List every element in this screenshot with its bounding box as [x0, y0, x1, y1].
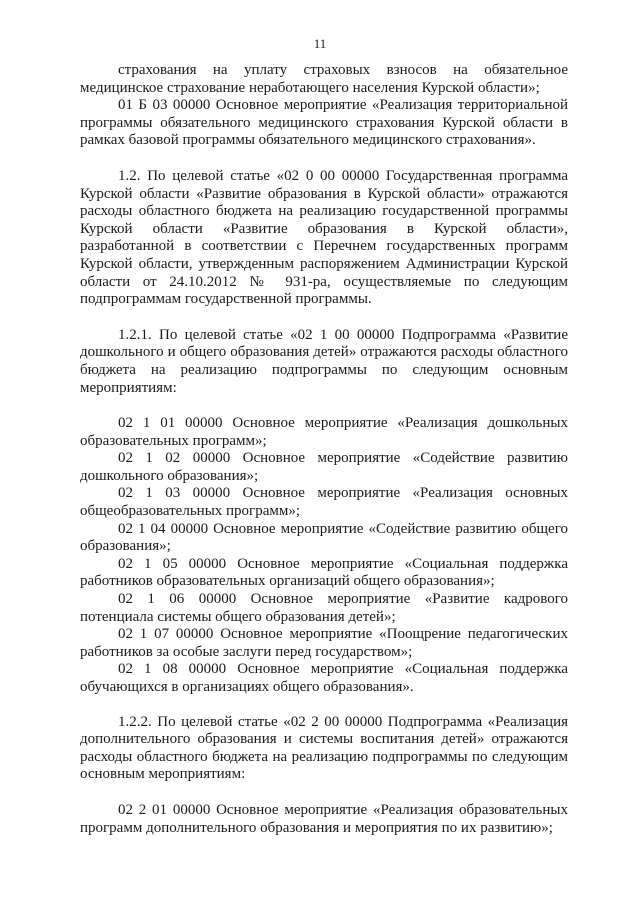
paragraph-01b03: 01 Б 03 00000 Основное мероприятие «Реализация территориальной программы обязательного медицинского страхования Курской области в рамках базовой программы обязательного медицинского страхования».: [80, 97, 568, 149]
paragraph-0210100000: 02 1 01 00000 Основное мероприятие «Реализация дошкольных образовательных программ»;: [80, 415, 568, 449]
paragraph-section-1-2-1: 1.2.1. По целевой статье «02 1 00 00000 Подпрограмма «Развитие дошкольного и общего образования детей» отражаются расходы областного бюджета на реализацию подпрограммы по следующим основным мероприятиям:: [80, 326, 568, 396]
paragraph-0210800000: 02 1 08 00000 Основное мероприятие «Социальная поддержка обучающихся в организациях общего образования».: [80, 661, 568, 695]
page-number: 11: [313, 36, 327, 51]
paragraph-section-1-2-2: 1.2.2. По целевой статье «02 2 00 00000 Подпрограмма «Реализация дополнительного образования и системы воспитания детей» отражаются расходы областного бюджета на реализацию подпрограммы по следующим основным мероприятиям:: [80, 713, 568, 783]
paragraph-0220100000: 02 2 01 00000 Основное мероприятие «Реализация образовательных программ дополнительного образования и мероприятия по их развитию»;: [80, 801, 568, 836]
paragraph-0210700000: 02 1 07 00000 Основное мероприятие «Поощрение педагогических работников за особые заслуги перед государством»;: [80, 626, 568, 660]
paragraph-0210600000: 02 1 06 00000 Основное мероприятие «Развитие кадрового потенциала системы общего образования детей»;: [80, 591, 568, 625]
paragraph-section-1-2: 1.2. По целевой статье «02 0 00 00000 Государственная программа Курской области «Развитие образования в Курской области» отражаются расходы областного бюджета на реализацию государственной программы Курской области «Развитие образования в Курской области», разработанной в соответствии с Перечнем государственных программ Курской области, утвержденным распоряжением Администрации Курской области от 24.10.2012 № 931-ра, осуществляемые по следующим подпрограммам государственной программы.: [80, 167, 568, 308]
paragraph-insurance-contributions: страхования на уплату страховых взносов на обязательное медицинское страхование неработающего населения Курской области»;: [80, 62, 568, 96]
document-body: [80, 62, 568, 837]
paragraph-0210200000: 02 1 02 00000 Основное мероприятие «Содействие развитию дошкольного образования»;: [80, 450, 568, 484]
paragraph-0210400000: 02 1 04 00000 Основное мероприятие «Содействие развитию общего образования»;: [80, 520, 568, 555]
paragraph-0210500000: 02 1 05 00000 Основное мероприятие «Социальная поддержка работников образовательных организаций общего образования»;: [80, 555, 568, 590]
paragraph-0210300000: 02 1 03 00000 Основное мероприятие «Реализация основных общеобразовательных программ»;: [80, 485, 568, 520]
